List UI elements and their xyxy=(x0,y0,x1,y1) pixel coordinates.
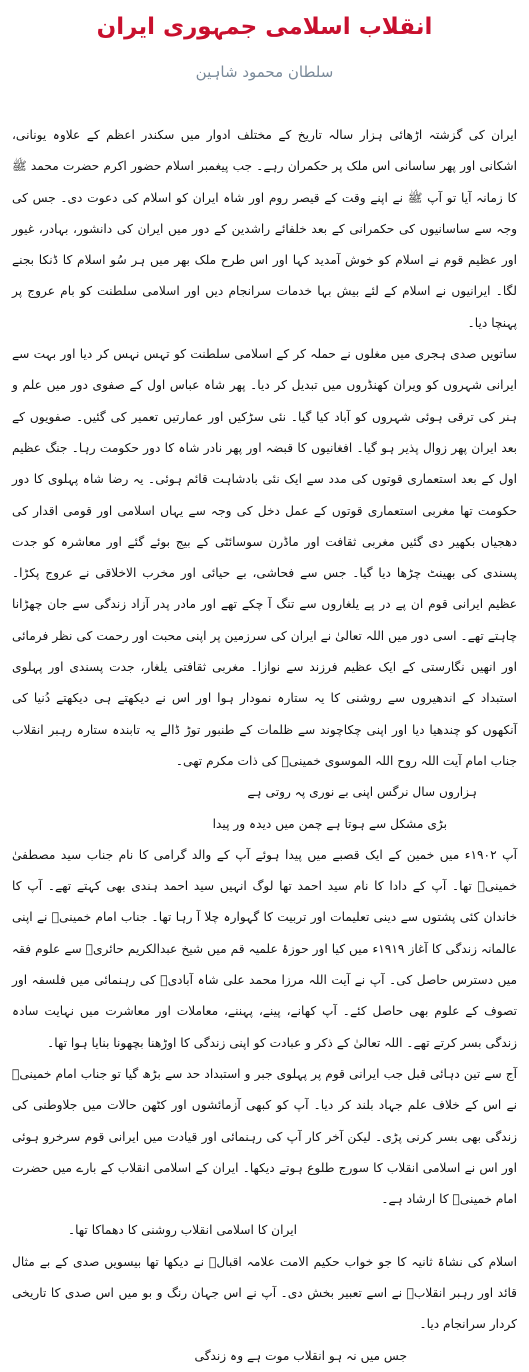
closing-verse: جس میں نہ ہو انقلاب موت ہے وہ زندگی xyxy=(194,1348,407,1363)
article-body xyxy=(12,120,517,1372)
quote-line: ایران کا اسلامی انقلاب روشنی کا دھماکا تھا۔ xyxy=(67,1223,297,1238)
paragraph-biography: آپ ۱۹۰۲ء میں خمین کے ایک قصبے میں پیدا ہوئے آپ کے والد گرامی کا نام جناب سید مصطفیٰ خمینیؒ تھا۔ آپ کے دادا کا نام سید احمد تھا لوگ انہیں سید احمد ہندی بھی کہتے تھے۔ آپ کا خاندان کئی پشتوں سے دینی تعلیمات اور تربیت کا گہوارہ چلا آ رہا تھا۔ جناب امام خمینیؒ نے اپنی عالمانہ زندگی کا آغاز ۱۹۱۹ء میں کیا اور حوزۂ علمیہ قم میں شیخ عبدالکریم حائریؒ سے علوم فقہ میں دسترس حاصل کی۔ آپ نے آیت اللہ مرزا محمد علی شاہ آبادیؒ کی رہنمائی میں فلسفہ اور تصوف کے علوم بھی حاصل کئے۔ آپ کھانے، پینے، پہننے، معاملات اور معاشرت میں نہایت سادہ زندگی بسر کرتے تھے۔ اللہ تعالیٰ کے ذکر و عبادت کو اپنی زندگی کا اوڑھنا بچھونا بنایا ہوا تھا۔ xyxy=(12,847,518,1050)
paragraph-intro: ایران کی گزشتہ اڑھائی ہزار سالہ تاریخ کے مختلف ادوار میں سکندر اعظم کے علاوہ یونانی، اشکانی اور پھر ساسانی اس ملک پر حکمران رہے۔ جب پیغمبر اسلام حضور اکرم حضرت محمد ﷺ کا زمانہ آیا تو آپ ﷺ نے اپنے وقت کے قیصر روم اور شاہ ایران کو اسلام کی دعوت دی۔ جس کی وجہ سے ساسانیوں کی حکمرانی کے بعد خلفائے راشدین کے دور میں ایران کی دانشور، بہادر، غیور اور عظیم قوم نے اسلام کو خوش آمدید کہا اور اس طرح ملک بھر میں ہر سُو اسلام کا ڈنکا بجنے لگا۔ ایرانیوں نے اسلام کے لئے بیش بہا خدمات سرانجام دیں اور اسلامی سلطنت کو بام عروج پر پہنچا دیا۔ xyxy=(12,128,517,330)
article-title: انقلاب اسلامی جمہوری ایران xyxy=(96,14,433,40)
paragraph-revolution: آج سے تین دہائی قبل جب ایرانی قوم پر پہلوی جبر و استبداد حد سے بڑھ گیا تو جناب امام خمینیؒ نے اس کے خلاف علم جہاد بلند کر دیا۔ آپ کو کبھی آزمائشوں اور کٹھن حالات میں جلاوطنی کی زندگی بھی بسر کرنی پڑی۔ لیکن آخر کار آپ کی رہنمائی اور قیادت میں ایرانی قوم سرخرو ہوئی اور اس نے اسلامی انقلاب کا سورج طلوع ہوتے دیکھا۔ ایران کے اسلامی انقلاب کے بارے میں حضرت امام خمینیؒ کا ارشاد ہے۔ xyxy=(12,1066,517,1207)
couplet-line-2: بڑی مشکل سے ہوتا ہے چمن میں دیدہ ور پیدا xyxy=(212,816,447,831)
couplet-line-1: ہزاروں سال نرگس اپنی بے نوری پہ روتی ہے xyxy=(247,785,477,800)
paragraph-iqbal: اسلام کی نشاۃ ثانیہ کا جو خواب حکیم الامت علامہ اقبالؒ نے دیکھا تھا بیسویں صدی کے بے مثال قائد اور رہبر انقلابؒ نے اسے تعبیر بخش دی۔ آپ نے اس جہان رنگ و بو میں اس صدی کا تاریخی کردار سرانجام دیا۔ xyxy=(12,1254,517,1332)
article-author: سلطان محمود شاہین xyxy=(195,63,334,81)
paragraph-history: ساتویں صدی ہجری میں مغلوں نے حملہ کر کے اسلامی سلطنت کو تہس نہس کر دیا اور بہت سے ایرانی شہروں کو ویران کھنڈروں میں تبدیل کر دیا۔ پھر شاہ عباس اول کے صفوی دور میں علم و ہنر کی ترقی ہوئی شہروں کو آباد کیا گیا۔ نئی سڑکیں اور عمارتیں تعمیر کی گئیں۔ صفویوں کے بعد ایران پھر زوال پذیر ہو گیا۔ افغانیوں کا قبضہ اور پھر نادر شاہ کا دور حکومت رہا۔ جنگ عظیم اول کے بعد استعماری قوتوں کی مدد سے ایک نئی بادشاہت قائم ہوئی۔ یہ رضا شاہ پہلوی کا دور حکومت تھا مغربی استعماری قوتوں کے عمل دخل کی وجہ سے یہاں اسلامی اور قومی اقدار کی دھجیاں بکھیر دی گئیں مغربی ثقافت اور ماڈرن سوسائٹی کے بیج بوئے گئے اور معاشرہ کو جدت پسندی کی بھینٹ چڑھا دیا گیا۔ جس سے فحاشی، بے حیائی اور مخرب الاخلاقی نے عروج پکڑا۔ عظیم ایرانی قوم ان پے در پے یلغاروں سے تنگ آ چکے تھے اور مادر پدر آزاد زندگی سے جان چھڑانا چاہتے تھے۔ اسی دور میں اللہ تعالیٰ نے ایران کی سرزمین پر اپنی محبت اور رحمت کی نظر فرمائی اور انھیں نگارستی کے ایک عظیم فرزند سے نوازا۔ مغربی ثقافتی یلغار، جدت پسندی اور پہلوی استبداد کے اندھیروں سے روشنی کا یہ ستارہ نمودار ہوا اور اس نے دیکھتے ہی دیکھتے دُنیا کی آنکھوں کو چندھیا دیا اور اپنی چکاچوند سے ظلمات کے طنبور توڑ ڈالے یہ تابندہ ستارہ رہبر انقلاب جناب امام آیت اللہ روح اللہ الموسوی خمینیؒ کی ذات مکرم تھی۔ xyxy=(12,347,517,768)
